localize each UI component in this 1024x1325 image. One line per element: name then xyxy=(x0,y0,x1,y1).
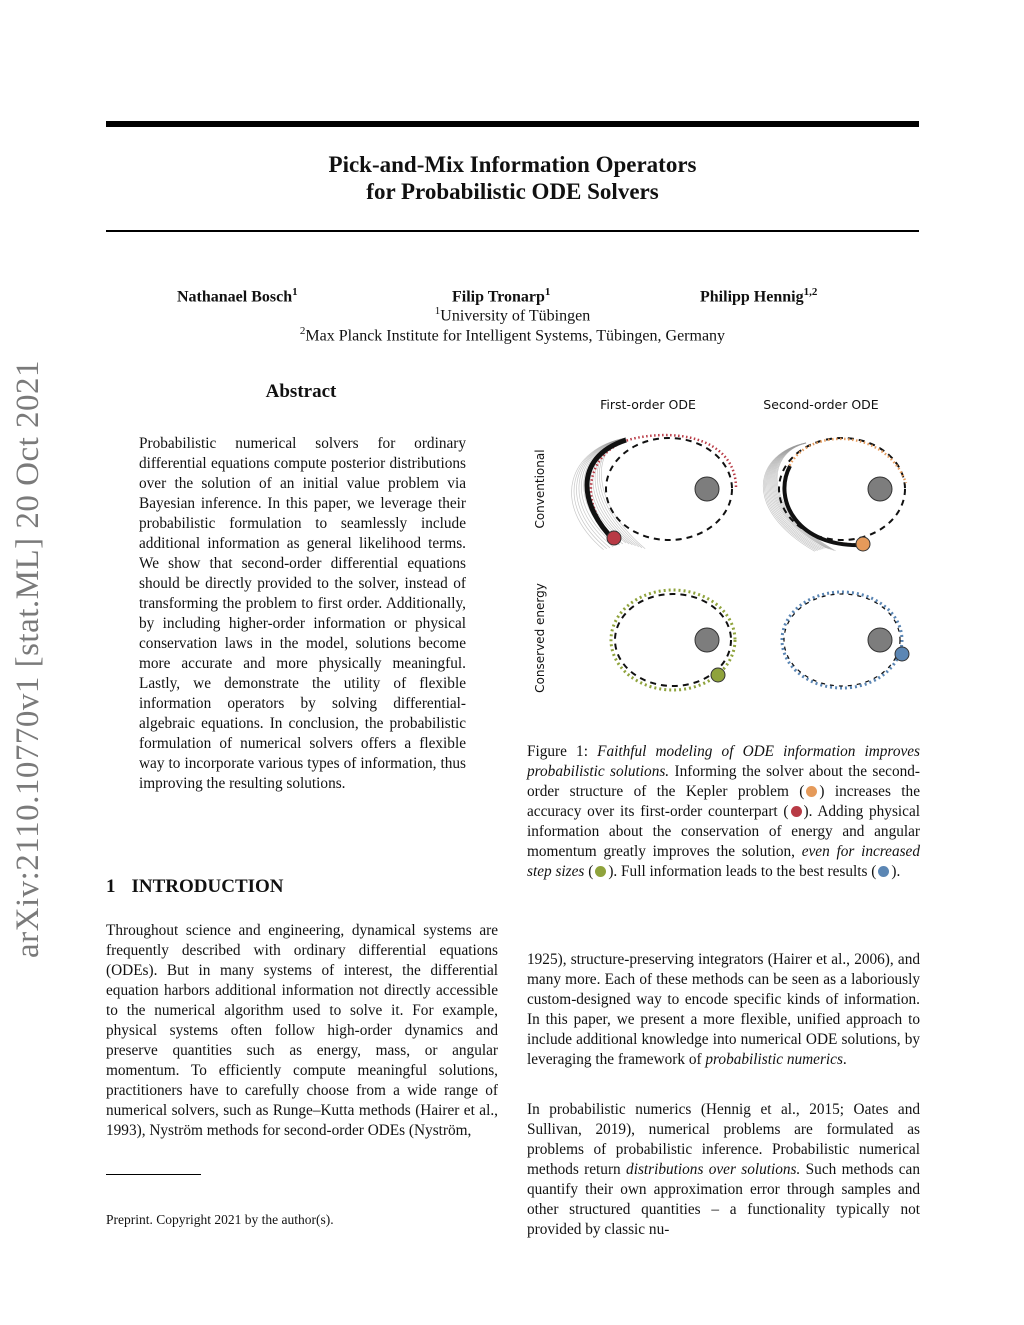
marker-red xyxy=(607,531,621,545)
central-body xyxy=(868,477,892,501)
mean-trajectory xyxy=(784,466,863,545)
arxiv-identifier: arXiv:2110.10770v1 [stat.ML] 20 Oct 2021 xyxy=(10,359,46,958)
title-bottom-rule xyxy=(106,230,919,232)
affiliation-1: $^1$University of Tübingen xyxy=(434,305,591,325)
abstract-heading: Abstract xyxy=(265,381,337,402)
author-bosch: Nathanael Bosch$^1$ xyxy=(177,286,298,306)
blue-dot-icon xyxy=(878,866,889,877)
marker-orange xyxy=(856,537,870,551)
panel-conventional-first-order xyxy=(572,435,736,550)
marker-green xyxy=(711,668,725,682)
central-body xyxy=(868,628,892,652)
orange-dot-icon xyxy=(806,786,817,797)
panel-conserved-second-order xyxy=(782,592,909,688)
panel-conserved-first-order xyxy=(611,590,735,690)
abstract-text: Probabilistic numerical solvers for ordinary differential equations compute posterior distributions over the solution of an initial value problem via Bayesian inference. In this paper, we leverage their probabilistic formulation to seamlessly include additional information as general likelihood terms. We show that second-order differential equations should be directly provided to the solver, instead of transforming the problem to first order. Additionally, by including higher-order information or physical conservation laws in the model, solutions become more accurate and more physically meaningful. Lastly, we demonstrate the utility of flexible information operators by solving differential-algebraic equations. In conclusion, the probabilistic formulation of numerical solvers offers a flexible way to incorporate various types of information, thus improving the resulting solutions. xyxy=(139,435,466,792)
col-title-second-order: Second-order ODE xyxy=(763,397,879,412)
col-title-first-order: First-order ODE xyxy=(600,397,696,412)
intro-paragraph: Throughout science and engineering, dynamical systems are frequently described with ordinary differential equations (ODEs). But in many systems of interest, the differential equation harbors additional information not directly accessible to the numerical algorithm used to solve it. For example, physical systems often follow high-order dynamics and preserve quantities such as energy, mass, or angular momentum. To efficiently compute meaningful solutions, practitioners have to carefully choose from a wide range of numerical solvers, such as Runge–Kutta methods (Hairer et al., 1993), Nyström methods for second-order ODEs (Nyström, xyxy=(106,922,498,1139)
affiliation-2: $^2$Max Planck Institute for Intelligent Systems, Tübingen, Germany xyxy=(299,325,726,345)
intro-paragraph-continued: 1925), structure-preserving integrators (Hairer et al., 2006), and many more. Each of these methods can be seen as a laboriously custom-designed way to encode specific kinds of information. In this paper, we present a more flexible, unified approach to include additional knowledge into numerical ODE solutions, by leveraging the framework of probabilistic numerics. xyxy=(527,951,920,1068)
figure-1 xyxy=(526,388,926,708)
title-top-rule xyxy=(106,121,919,127)
row-label-conventional: Conventional xyxy=(533,449,547,529)
paper-title-line-1: Pick-and-Mix Information Operators xyxy=(328,152,697,177)
red-dot-icon xyxy=(791,806,802,817)
author-hennig: Philipp Hennig$^{1,2}$ xyxy=(700,286,818,306)
marker-blue xyxy=(895,647,909,661)
paper-title-line-2: for Probabilistic ODE Solvers xyxy=(366,179,659,204)
panel-conventional-second-order xyxy=(763,438,906,551)
central-body xyxy=(695,628,719,652)
green-dot-icon xyxy=(595,866,606,877)
probabilistic-numerics-paragraph: In probabilistic numerics (Hennig et al., 2015; Oates and Sullivan, 2019), numerical problems are formulated as problems of probabilistic inference. Probabilistic numerical methods return distributions over solutions. Such methods can quantify their own approximation error through samples and other structured quantities – a functionality typically not provided by classic nu- xyxy=(527,1101,920,1238)
author-tronarp: Filip Tronarp$^1$ xyxy=(452,286,551,306)
row-label-conserved-energy: Conserved energy xyxy=(533,583,547,693)
central-body xyxy=(695,477,719,501)
figure-caption: Figure 1: Faithful modeling of ODE information improves probabilistic solutions. Informing the solver about the second-order structure of the Kepler problem ( ) increases the accuracy over its first-order counterpart ( ). Adding physical information about the conservation of energy and angular momentum greatly improves the solution, even for increased step sizes ( ). Full information leads to the best results ( ). xyxy=(527,743,920,880)
section-heading: 1 INTRODUCTION xyxy=(106,876,284,897)
footnote-rule xyxy=(106,1174,201,1175)
sample-trajectories xyxy=(763,443,835,551)
footnote: Preprint. Copyright 2021 by the author(s). xyxy=(106,1212,334,1227)
